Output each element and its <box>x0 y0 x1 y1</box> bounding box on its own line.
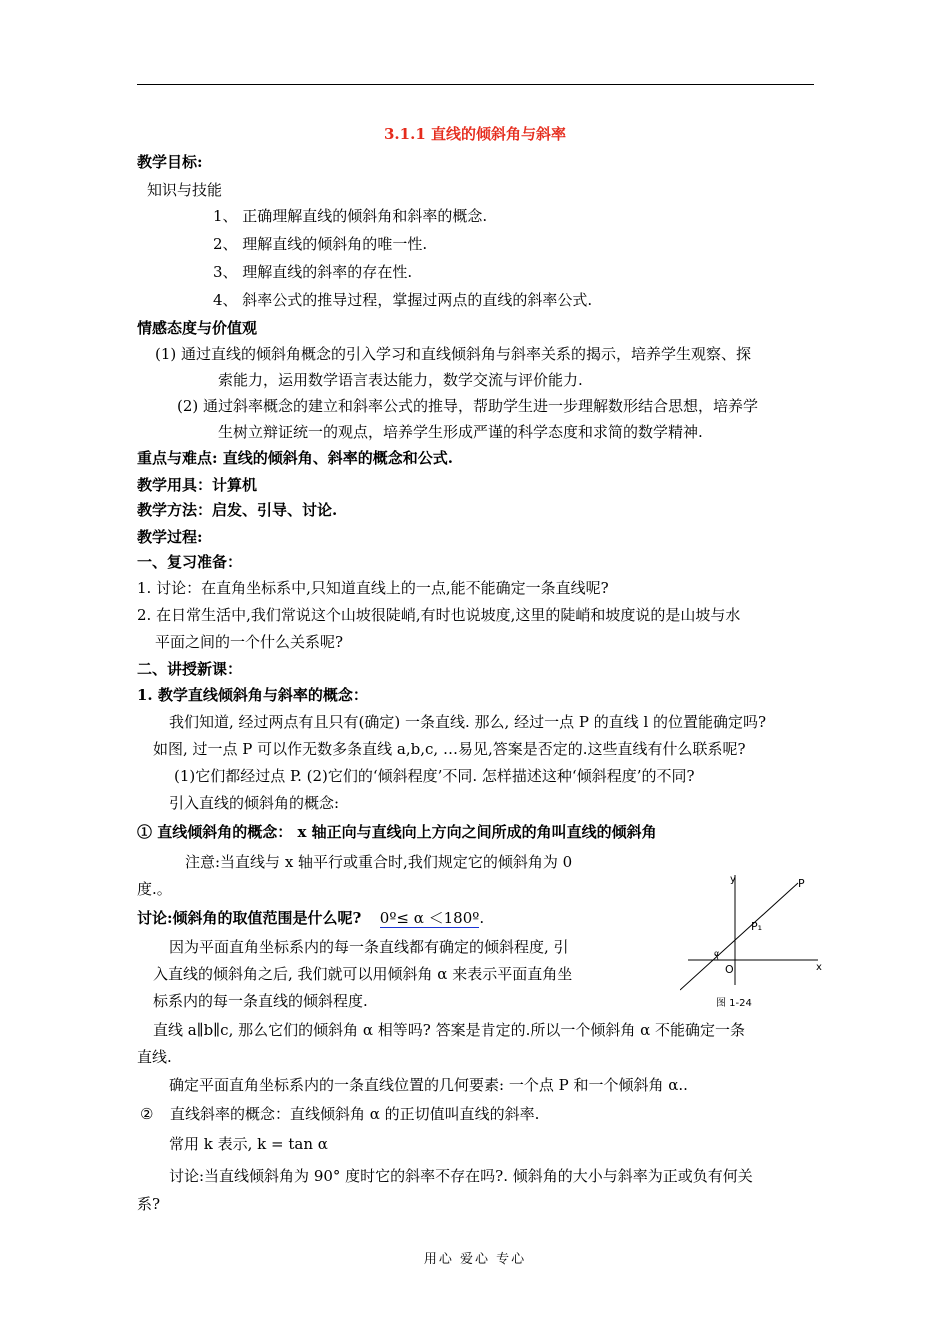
attitude-2-line1: (2) 通过斜率概念的建立和斜率公式的推导，帮助学生进一步理解数形结合思想，培养学 <box>177 397 759 415</box>
coordinate-figure <box>680 870 830 1010</box>
paragraph-line: 引入直线的倾斜角的概念: <box>169 794 340 812</box>
paragraph-line: 常用 k 表示, k = tan α <box>169 1135 328 1153</box>
header-rule <box>137 84 814 85</box>
review-item-1: 1. 讨论：在直角坐标系中,只知道直线上的一点,能不能确定一条直线呢? <box>137 579 609 597</box>
knowledge-item: 4、 斜率公式的推导过程，掌握过两点的直线的斜率公式. <box>213 291 593 309</box>
angle-range: 0º≤ α ＜180º <box>379 909 480 927</box>
objectives-heading: 教学目标: <box>137 153 203 171</box>
discussion-line <box>137 908 484 928</box>
x-label: x <box>816 962 822 973</box>
tools: 教学用具：计算机 <box>137 476 258 494</box>
paragraph-line: 标系内的每一条直线的倾斜程度. <box>153 992 368 1010</box>
definition-1 <box>137 822 657 842</box>
origin-label: O <box>725 963 734 976</box>
attitude-2-line2: 生树立辩证统一的观点，培养学生形成严谨的科学态度和求简的数学精神. <box>218 423 703 441</box>
definition-2-text: 直线斜率的概念：直线倾斜角 α 的正切值叫直线的斜率. <box>170 1105 540 1123</box>
key-points: 重点与难点: 直线的倾斜角、斜率的概念和公式. <box>137 449 453 467</box>
paragraph-line: 因为平面直角坐标系内的每一条直线都有确定的倾斜程度, 引 <box>169 938 569 956</box>
definition-1-text: 直线倾斜角的概念： x 轴正向与直线向上方向之间所成的角叫直线的倾斜角 <box>157 823 657 841</box>
discussion-label: 讨论:倾斜角的取值范围是什么呢? <box>137 909 362 927</box>
alpha-label: α <box>714 949 720 958</box>
review-item-2-line2: 平面之间的一个什么关系呢? <box>155 633 344 651</box>
paragraph-line: 我们知道, 经过两点有且只有(确定) 一条直线. 那么, 经过一点 P 的直线 l 的位置能确定吗? <box>169 713 767 731</box>
figure-caption: 图 1-24 <box>716 998 752 1009</box>
knowledge-item: 3、 理解直线的斜率的存在性. <box>213 263 413 281</box>
paragraph-line: (1)它们都经过点 P. (2)它们的‘倾斜程度’不同. 怎样描述这种‘倾斜程度’的不同? <box>174 767 695 785</box>
knowledge-item: 2、 理解直线的倾斜角的唯一性. <box>213 235 428 253</box>
paragraph-line: 讨论:当直线倾斜角为 90° 度时它的斜率不存在吗?. 倾斜角的大小与斜率为正或负有何关 <box>169 1167 753 1185</box>
knowledge-item: 1、 正确理解直线的倾斜角和斜率的概念. <box>213 207 488 225</box>
y-label: y <box>730 874 736 885</box>
knowledge-heading: 知识与技能 <box>147 181 223 199</box>
page-title: 3.1.1 直线的倾斜角与斜率 <box>384 125 566 143</box>
paragraph-line: 如图, 过一点 P 可以作无数多条直线 a,b,c, …易见,答案是否定的.这些直线有什么联系呢? <box>153 740 746 758</box>
attitude-heading: 情感态度与价值观 <box>137 319 258 337</box>
paragraph-line: 入直线的倾斜角之后, 我们就可以用倾斜角 α 来表示平面直角坐 <box>153 965 573 983</box>
p-label: P <box>798 877 805 890</box>
methods: 教学方法：启发、引导、讨论. <box>137 501 338 519</box>
circled-number: ① <box>137 823 153 841</box>
paragraph-line: 系? <box>137 1195 161 1213</box>
new-lesson-heading: 二、讲授新课： <box>137 660 243 678</box>
paragraph-line: 直线 a∥b∥c, 那么它们的倾斜角 α 相等吗? 答案是肯定的.所以一个倾斜角 α 不能确定一条 <box>153 1021 746 1039</box>
review-heading: 一、复习准备： <box>137 553 243 571</box>
paragraph-line: 直线. <box>137 1048 172 1066</box>
attitude-1-line2: 索能力，运用数学语言表达能力，数学交流与评价能力. <box>218 371 583 389</box>
page-footer: 用心 爱心 专心 <box>423 1252 527 1267</box>
paragraph-line: 确定平面直角坐标系内的一条直线位置的几何要素: 一个点 P 和一个倾斜角 α.. <box>169 1076 688 1094</box>
review-item-2-line1: 2. 在日常生活中,我们常说这个山坡很陡峭,有时也说坡度,这里的陡峭和坡度说的是山坡与水 <box>137 606 741 624</box>
process-heading: 教学过程: <box>137 528 203 546</box>
period: . <box>479 909 485 927</box>
p1-label: P₁ <box>751 920 763 933</box>
new-lesson-item-1: 1. 教学直线倾斜角与斜率的概念： <box>137 686 368 704</box>
sloped-line <box>680 883 798 990</box>
note-line1: 注意:当直线与 x 轴平行或重合时,我们规定它的倾斜角为 0 <box>185 853 573 871</box>
note-line2: 度.。 <box>137 880 172 898</box>
attitude-1-line1: (1) 通过直线的倾斜角概念的引入学习和直线倾斜角与斜率关系的揭示，培养学生观察、探 <box>155 345 752 363</box>
definition-2-number: ② <box>140 1105 154 1123</box>
